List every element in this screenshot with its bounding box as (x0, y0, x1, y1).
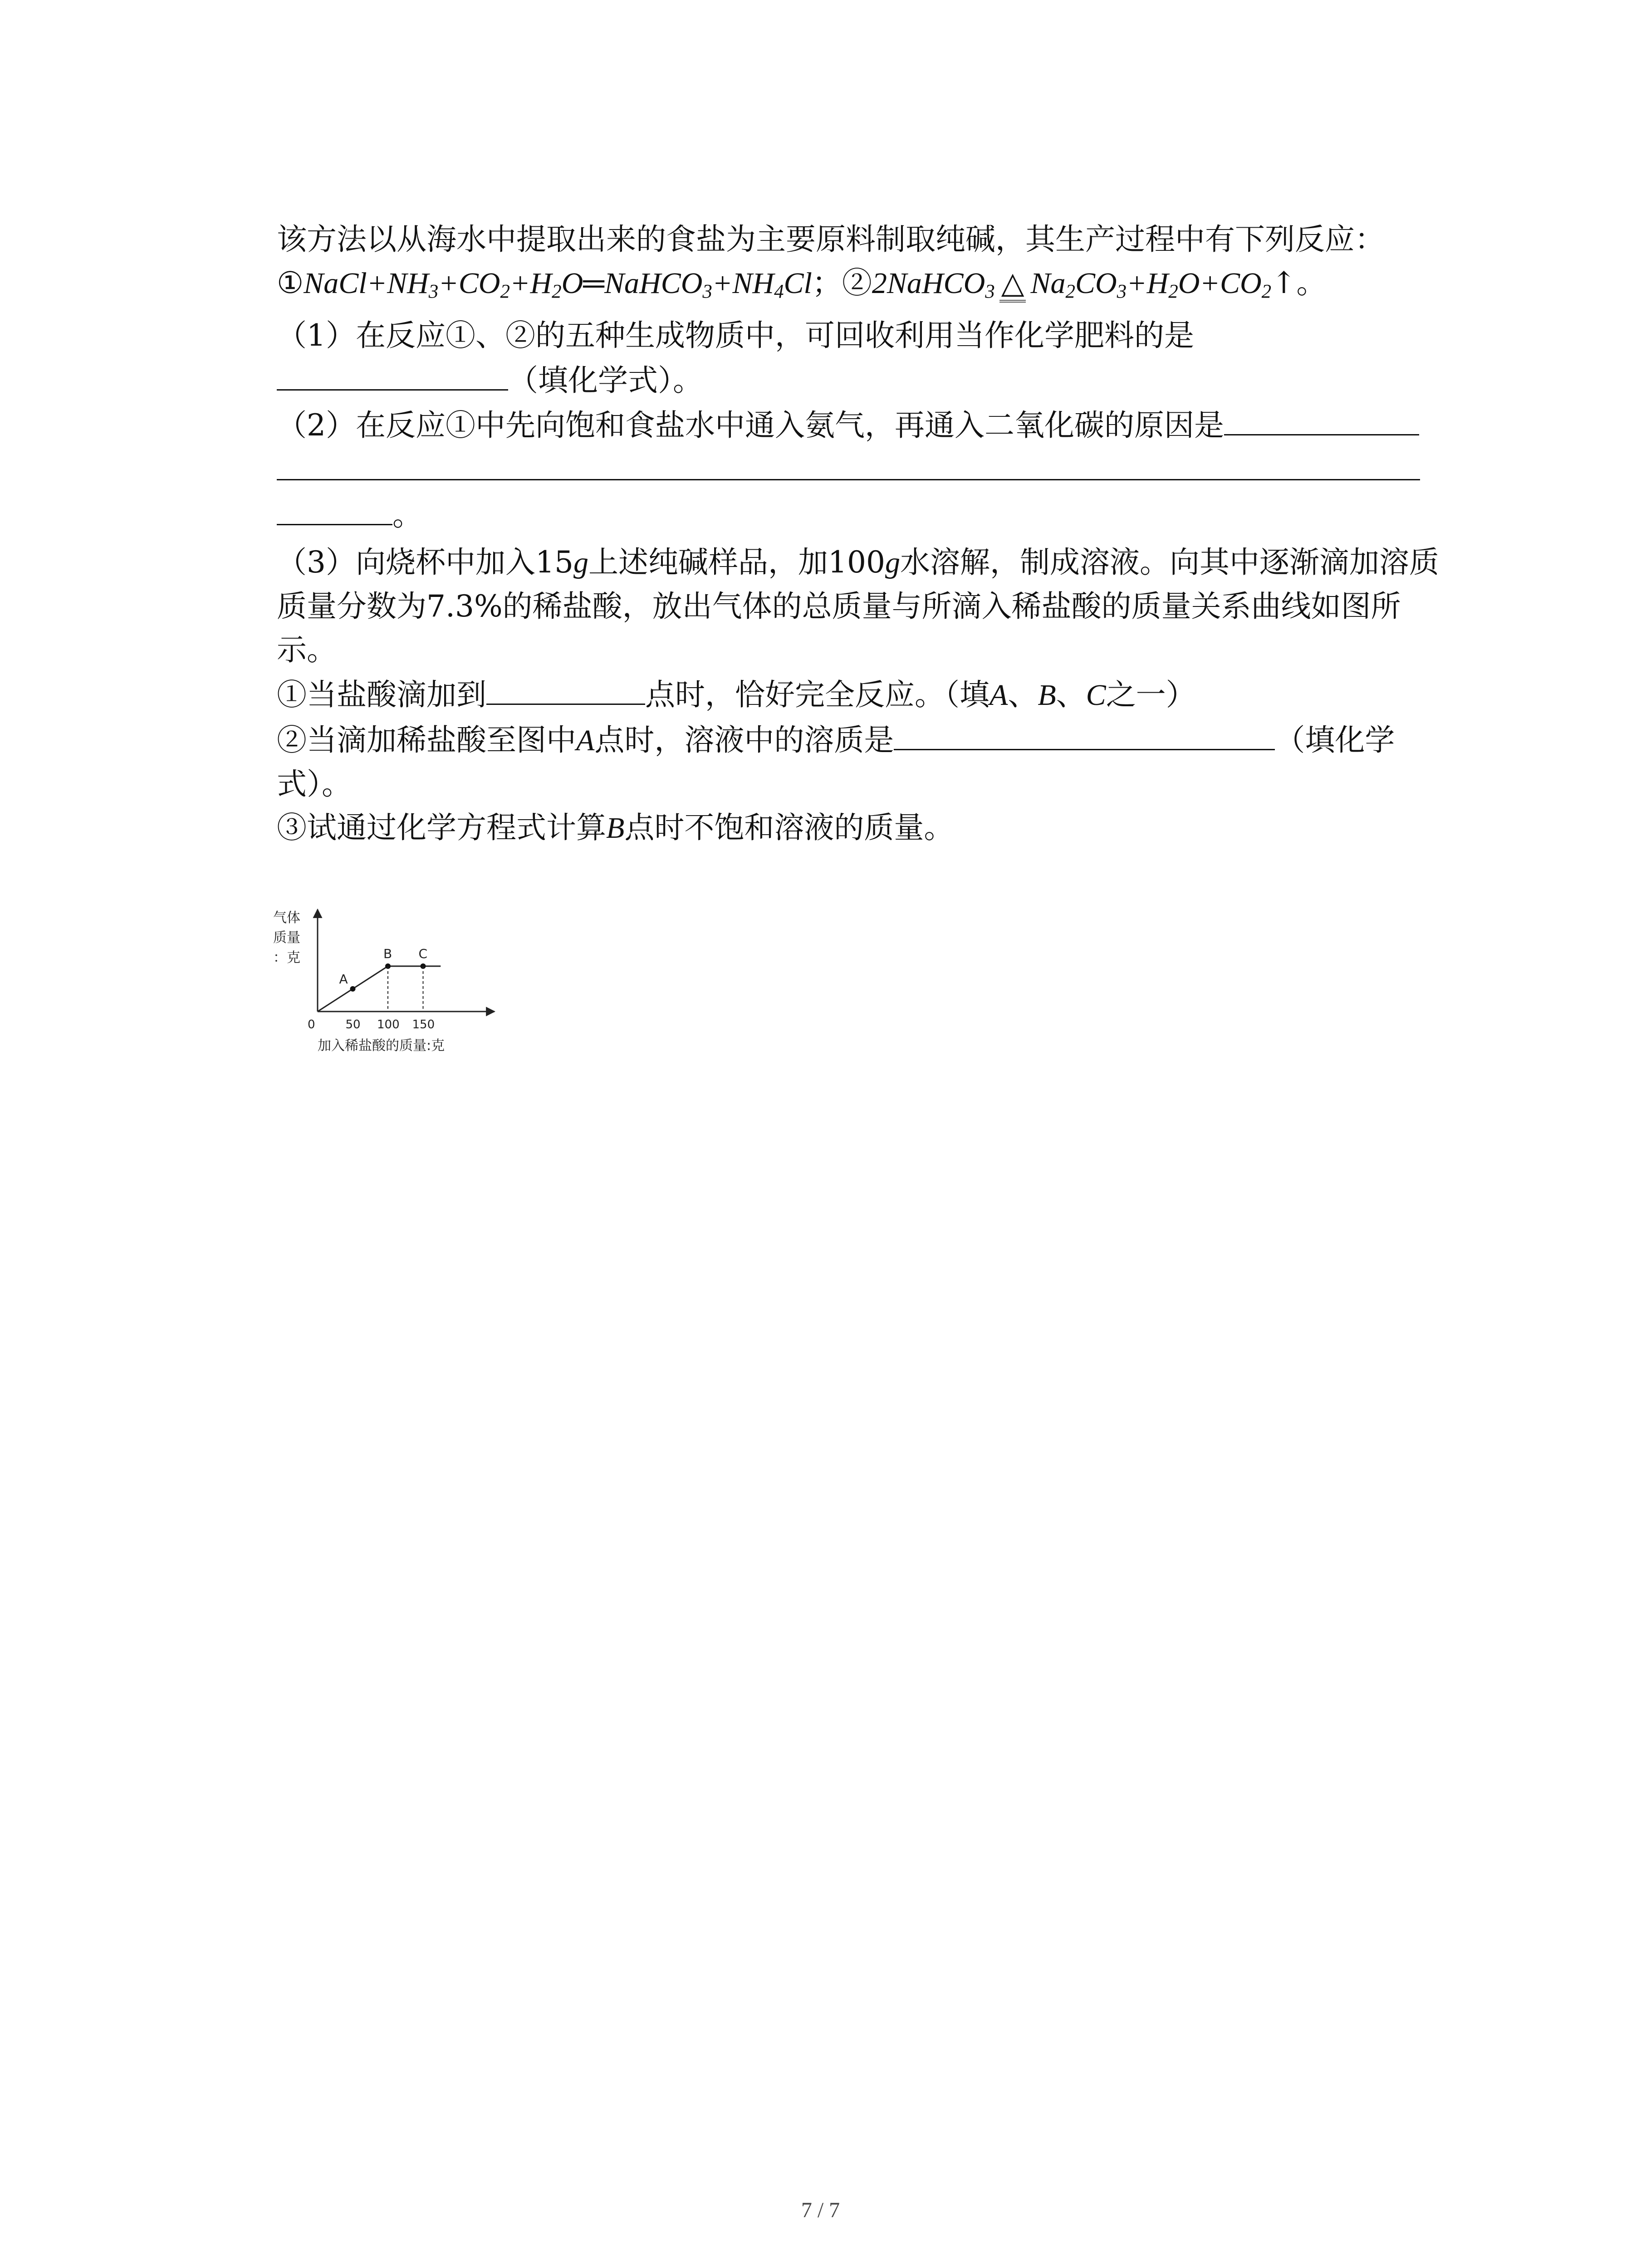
point-label-A: A (339, 972, 348, 987)
question-2-line-3: 。 (277, 492, 1438, 537)
point-label-C: C (418, 946, 428, 961)
question-3-line-2: 质量分数为7.3%的稀盐酸，放出气体的总质量与所滴入稀盐酸的质量关系曲线如图所 (277, 588, 1401, 624)
answer-blank-2a[interactable] (1224, 402, 1419, 435)
y-axis-label-line: 气体 (273, 910, 300, 926)
question-1-line-2: （填化学式）。 (277, 357, 1438, 402)
gas-mass-chart (272, 900, 508, 1073)
x-tick-label: 150 (412, 1018, 435, 1031)
question-2-line-2 (277, 447, 1438, 492)
point-A (350, 986, 356, 992)
answer-blank-2b[interactable] (277, 447, 1420, 480)
question-2-line-1: （2）在反应①中先向饱和食盐水中通入氨气，再通入二氧化碳的原因是 (277, 402, 1438, 447)
question-3-sub-2-line-2: 式）。 (277, 766, 352, 802)
y-axis-label-line: ：克 (273, 950, 300, 966)
gas-curve (318, 966, 441, 1012)
question-3-sub-3: ③试通过化学方程式计算B点时不饱和溶液的质量。 (277, 810, 954, 845)
x-tick-label: 50 (345, 1018, 361, 1031)
question-1-line-1: （1）在反应①、②的五种生成物质中，可回收利用当作化学肥料的是 (277, 318, 1194, 353)
x-axis-label: 加入稀盐酸的质量:克 (318, 1038, 445, 1054)
question-3-sub-1: ①当盐酸滴加到 点时，恰好完全反应。（填A、B、C之一） (277, 672, 1438, 717)
reaction-2-number: ② (842, 265, 872, 300)
question-3-line-3: 示。 (277, 632, 337, 667)
intro-line: 该方法以从海水中提取出来的食盐为主要原料制取纯碱，其生产过程中有下列反应： (277, 222, 1385, 257)
reaction-1-number: ① (277, 265, 304, 300)
x-tick-label: 100 (377, 1018, 400, 1031)
question-text (277, 218, 1438, 850)
page-number: 7 / 7 (801, 2198, 840, 2222)
point-label-B: B (383, 946, 392, 961)
answer-blank-3-1[interactable] (486, 672, 645, 705)
separator: ； (812, 265, 842, 300)
answer-blank-2c[interactable] (277, 492, 392, 525)
answer-blank-1[interactable] (277, 357, 508, 391)
reaction-2: 2NaHCO$_3$ △ $Na_2CO_3+H_2O+CO_2$ (872, 267, 1271, 300)
reaction-equations: $①NaCl+NH_3+CO_2+H_2O═NaHCO_3+NH_4Cl$；②2NaHCO$_3$ △ $Na_2CO_3+H_2O+CO_2↑$。 (277, 261, 1438, 314)
y-axis-label-line: 质量 (273, 930, 300, 946)
question-3-line-1: （3）向烧杯中加入15g上述纯碱样品，加100g水溶解，制成溶液。向其中逐渐滴加溶质 (277, 544, 1439, 580)
heat-delta-icon: △ (995, 262, 1031, 305)
reaction-1: $NaCl+NH_3+CO_2+H_2O═NaHCO_3+NH_4Cl$ (304, 267, 812, 303)
origin-label: 0 (308, 1018, 315, 1031)
answer-blank-3-2[interactable] (894, 717, 1275, 750)
y-axis-label (273, 910, 300, 966)
question-3-sub-2: ②当滴加稀盐酸至图中A点时，溶液中的溶质是 （填化学 (277, 717, 1438, 763)
